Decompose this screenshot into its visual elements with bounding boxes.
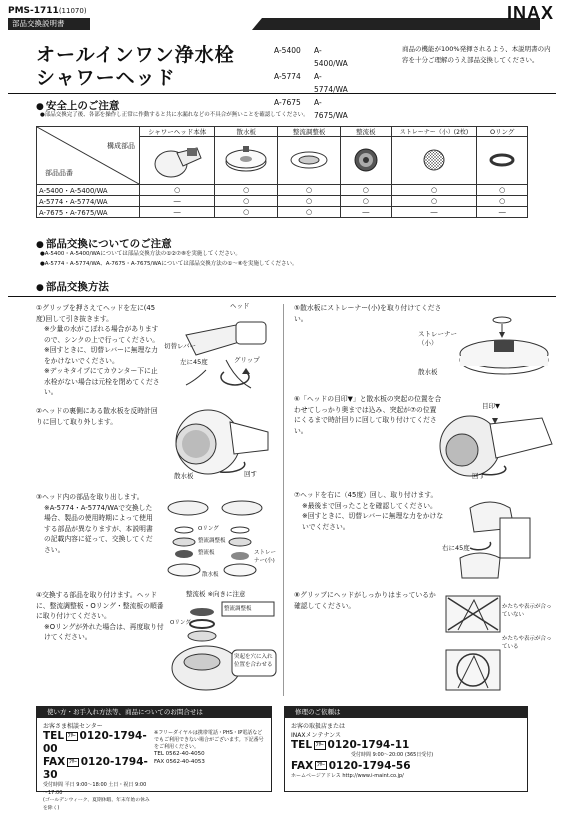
label-spray-plate: 散水板 — [174, 472, 194, 480]
label-align: 突起を穴に入れ位置を合わせる — [234, 654, 273, 668]
label-o-ring: Oリング — [198, 526, 219, 532]
safety-heading: ● 安全上のご注意 — [36, 98, 119, 113]
safety-note: ●部品交換完了後、各部を操作し正常に作動すると共に水漏れなどの不具合が無いことを確認してください。 — [40, 112, 309, 118]
divider — [8, 296, 556, 297]
support-fax: FAX ﾌﾘｰ 0120-1794-30 — [43, 756, 148, 781]
brand-header — [222, 3, 560, 33]
footer-repair: 修理のご依頼は お客の取扱店または INAXメンテナンス TEL ﾌﾘｰ 0120-1794-11 受付時間 9:00～20:00 (365日受付) FAX ﾌﾘｰ 0120-1794-56 ホームページアドレス http://www.i-maint.co.jp/ — [284, 706, 528, 792]
step-3: ③ヘッド内の部品を取り出します。 ※A-5774・A-5774/WAで交換した場合、製品の使用時期によって使用する部品が異なりますが、本説明書の記載内容に従って、交換してください。 — [36, 493, 153, 554]
step-8-illustration — [444, 590, 556, 698]
label-spray-plate: 散水板 — [418, 368, 438, 376]
footer-inquiry: 使い方・お手入れ方法等、商品についてのお問合せは お客さま相談センター TEL ﾌﾘｰ 0120-1794-00 FAX ﾌﾘｰ 0120-1794-30 受付時間 平日 9:00～18:00 土日・祝日 9:00～17:00 (ゴールデンウィーク、夏期休暇、年末年始の休みを除く) ※フリーダイヤルは携帯電話・PHS・IP電話などでもご利用できない場合がございます。下記番号をご利用ください。 TEL 0562-40-4050 FAX 0562-40-4053 — [36, 706, 272, 792]
step-2-illustration — [160, 402, 275, 484]
step-6-illustration — [432, 400, 556, 484]
parts-note-2: ●A-5774・A-5774/WA、A-7675・A-7675/WAについては部品交換方法の①～⑧を実施してください。 — [40, 261, 298, 267]
label-turn: 回す — [472, 472, 485, 480]
divider — [8, 93, 556, 94]
label-strainer: ストレーナー(小) — [254, 550, 277, 564]
step-1-illustration — [166, 300, 276, 395]
column-header: ストレーナー（小）(2枚) — [391, 127, 477, 137]
flow-adjust-plate-image — [278, 137, 341, 185]
label-angle: 右に45度 — [442, 544, 470, 552]
shower-head-image — [140, 137, 215, 185]
label-grip: グリップ — [234, 356, 260, 364]
label-flow-plate: 整流板 — [198, 550, 215, 556]
label-mark: 目印▼ — [482, 402, 500, 410]
parts-table — [36, 126, 528, 218]
label-spray-plate: 散水板 — [202, 572, 219, 578]
document-number: PMS-1711(11070) — [8, 6, 87, 16]
label-lever: 切替レバー — [164, 342, 197, 350]
step-2: ②ヘッドの裏側にある散水板を反時計回りに回して取り外します。 — [36, 407, 158, 426]
website[interactable]: ホームページアドレス http://www.i-maint.co.jp/ — [291, 772, 404, 779]
model-list: A-5400 A-5400/WA A-5774 A-5774/WA A-7675 A-7675/WA — [274, 46, 348, 120]
table-row: A-5400・A-5400/WA ○ ○ ○ ○ ○ ○ — [37, 185, 528, 196]
intro-text: 商品の機能が100%発揮されるよう、本説明書の内容を十分ご理解のうえ部品交換してください。 — [402, 45, 551, 64]
column-divider — [283, 304, 284, 696]
support-center: お客さま相談センター — [43, 723, 103, 730]
alt-fax: FAX 0562-40-4053 — [154, 758, 205, 765]
label-good-fit: かたちや表示が合っている — [502, 636, 552, 650]
step-6: ⑥「ヘッドの目印▼」と散水板の突起の位置を合わせてしっかり奥までは込み、突起が⑦の位置にくるまで時計回りに回して取り付けてください。 — [294, 395, 442, 435]
step-7-illustration — [440, 488, 556, 582]
step-1: ①グリップを押さえてヘッドを左に(45度)回して引き抜きます。 ※少量の水がこぼれる場合がありますので、シンクの上で行ってください。 ※回すときに、切替レバーに無理な力をかけないでください。 ※デッキタイプにてカウンター下に止水栓がない場合は元栓を閉めてください。 — [36, 304, 160, 396]
table-row: A-5774・A-5774/WA ― ○ ○ ○ ○ ○ — [37, 196, 528, 207]
table-row: A-7675・A-7675/WA ― ○ ○ ― ― ― — [37, 207, 528, 218]
flow-plate-image — [341, 137, 392, 185]
document-category: 部品交換説明書 — [8, 18, 90, 30]
label-turn: 回す — [244, 470, 257, 478]
table-corner — [37, 127, 140, 185]
step-7: ⑦ヘッドを右に（45度）回し、取り付けます。 ※最後まで回ったことを確認してください。 ※回すときに、切替レバーに無理な力をかけないでください。 — [294, 491, 444, 531]
label-strainer: ストレーナー（小） — [418, 330, 457, 347]
method-heading: ● 部品交換方法 — [36, 279, 109, 294]
step-3-illustration — [158, 496, 278, 580]
column-header: 散水板 — [215, 127, 278, 137]
label-head: ヘッド — [230, 302, 250, 310]
brand-logo: INAX — [506, 3, 554, 23]
spray-plate-image — [215, 137, 278, 185]
product-title: オールインワン浄水栓 — [36, 44, 235, 66]
repair-tel: TEL ﾌﾘｰ 0120-1794-11 — [291, 739, 410, 751]
step-5: ⑤散水板にストレーナー(小)を取り付けてください。 — [294, 304, 442, 323]
step-8: ⑧グリップにヘッドがしっかりはまっているか確認してください。 — [294, 591, 436, 610]
parts-note-1: ●A-5400・A-5400/WAについては部品交換方法の①②⑦⑧を実施してください。 — [40, 251, 241, 257]
o-ring-image — [477, 137, 528, 185]
product-subtitle: シャワーヘッド — [36, 67, 176, 89]
column-header: Oリング — [477, 127, 528, 137]
label-flow-adjust: 整流調整板 — [224, 606, 252, 612]
parts-notes-heading: ● 部品交換についてのご注意 — [36, 236, 172, 251]
step-4-illustration — [166, 588, 278, 696]
label-flow-adjust: 整流調整板 — [198, 538, 226, 544]
label-bad-fit: かたちや表示が合っていない — [502, 604, 552, 618]
column-header: 整流調整板 — [278, 127, 341, 137]
repair-fax: FAX ﾌﾘｰ 0120-1794-56 — [291, 759, 411, 772]
alt-tel: TEL 0562-40-4050 — [154, 751, 205, 757]
step-4: ④交換する部品を取り付けます。ヘッドに、整流調整板・Oリング・整流板の順番に取り付けてください。 ※Oリングが外れた場合は、再度取り付けてください。 — [36, 591, 164, 641]
column-header: シャワーヘッド本体 — [140, 127, 215, 137]
repair-company: INAXメンテナンス — [291, 732, 341, 739]
support-tel: TEL ﾌﾘｰ 0120-1794-00 — [43, 730, 147, 755]
corner-bottom-label: 部品品番 — [45, 169, 73, 177]
strainer-image — [391, 137, 477, 185]
column-header: 整流板 — [341, 127, 392, 137]
corner-top-label: 構成部品 — [107, 142, 135, 150]
label-caution: 整流板 ※向きに注意 — [186, 590, 246, 598]
label-o-ring: Oリング — [170, 620, 191, 626]
label-angle: 左に45度 — [180, 358, 208, 366]
step-5-illustration — [418, 312, 555, 392]
